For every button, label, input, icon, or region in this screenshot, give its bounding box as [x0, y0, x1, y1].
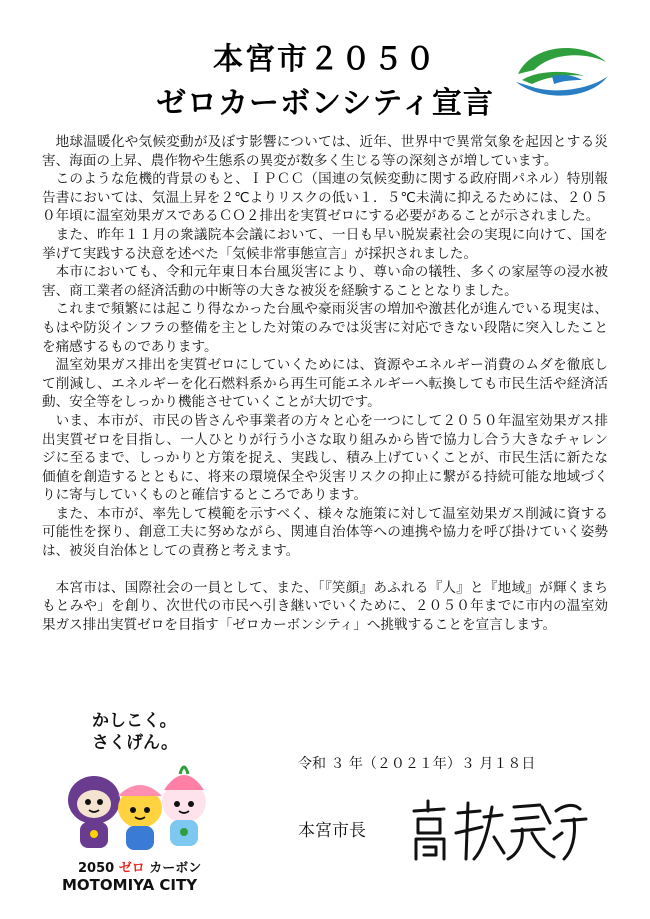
mascot-caption-city: MOTOMIYA CITY: [62, 876, 198, 894]
handwritten-signature-icon: [404, 793, 594, 865]
paragraph: 本市においても、令和元年東日本台風災害により、尊い命の犠牲、多くの家屋等の浸水被害、商工業者の経済活動の中断等の大きな被災を経験することとなりました。: [42, 264, 608, 299]
mayor-title: 本宮市長: [298, 821, 366, 841]
paragraph: 地球温暖化や気候変動が及ぼす影響については、近年、世界中で異常気象を起因とする災害、海面の上昇、農作物や生態系の異変が数多く生じる等の深刻さが増しています。: [42, 134, 608, 169]
paragraph: 温室効果ガス排出を実質ゼロにしていくためには、資源やエネルギー消費のムダを徹底して削減し、エネルギーを化石燃料系から再生可能エネルギーへ転換しても市民生活や経済活動、安全等をしっかり機能させていくことが大切です。: [42, 357, 608, 411]
paragraph: また、昨年１１月の衆議院本会議において、一日も早い脱炭素社会の実現に向けて、国を挙げて実践する決意を述べた「気候非常事態宣言」が採択されました。: [42, 226, 608, 262]
mascot-caption-zero: ゼロ: [118, 861, 150, 876]
mascot-caption-year: 2050: [78, 861, 119, 876]
paragraph: また、本市が、率先して模範を示すべく、様々な施策に対して温室効果ガス削減に資する可能性を探り、創意工夫に努めながら、関連自治体等への連携や協力を呼び掛けていく姿勢は、被災自治体としての責務と考えます。: [42, 505, 608, 560]
svg-text:2050 ゼロ カーボン: [78, 861, 201, 876]
mascot-characters-icon: [52, 704, 227, 896]
page-title-line2: ゼロカーボンシティ宣言: [156, 86, 494, 121]
paragraph: これまで頻繁には起こり得なかった台風や豪雨災害の増加や激甚化が進んでいる現実は、もはや防災インフラの整備を主とした対策のみでは災害に対応できない段階に突入したことを痛感するものであります。: [42, 301, 608, 355]
paragraph: いま、本市が、市民の皆さんや事業者の方々と心を一つにして２０５０年温室効果ガス排出実質ゼロを目指し、一人ひとりが行う小さな取り組みから皆で協力し合う大きなチャレンジに至るまで、しっかりと方策を捉え、実践し、積み上げていくことが、市民生活に新たな価値を創造するとともに、将来の環境保全や災害リスクの抑止に繋がる持続可能な地域づくりに寄与していくものと確信するところであります。: [42, 412, 608, 504]
mascot-caption-carbon: カーボン: [149, 861, 202, 876]
mascot-slogan-line2: さくげん。: [92, 733, 179, 753]
mascot-slogan-line1: かしこく。: [92, 711, 177, 731]
declaration-body: [42, 133, 622, 634]
motomiya-city-emblem-icon: [512, 40, 612, 100]
page-title-line1: 本宮市２０５０: [213, 42, 437, 77]
paragraph: このような危機的背景のもと、ＩＰＣＣ（国連の気候変動に関する政府間パネル）特別報告書においては、気温上昇を２℃よりリスクの低い１．５℃未満に抑えるためには、２０５０年頃に温室効果ガスであるＣＯ２排出を実質ゼロにする必要があることが示されました。: [42, 171, 608, 225]
declaration-date: 令和 ３ 年（２０２１年）３ 月１８日: [298, 756, 536, 772]
declaration-statement: 本宮市は、国際社会の一員として、また、「『笑顔』あふれる『人』と『地域』が輝くまち もとみや」を創り、次世代の市民へ引き継いでいくために、２０５０年までに市内の温室効果ガス排出実質ゼロを目指す「ゼロカーボンシティ」へ挑戦することを宣言します。: [42, 579, 622, 633]
